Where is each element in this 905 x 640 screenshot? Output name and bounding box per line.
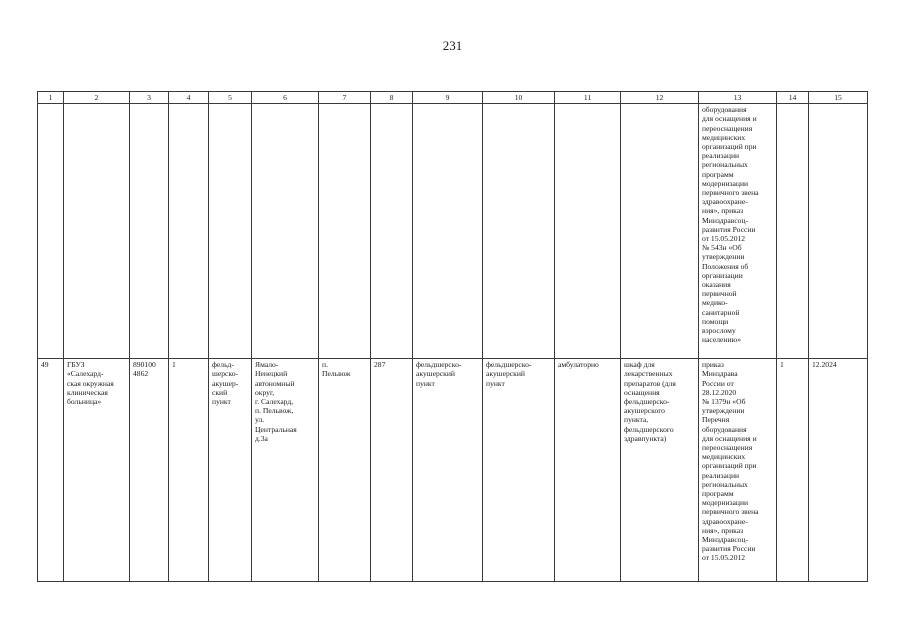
- column-number-row: [38, 92, 868, 104]
- column-number: 7: [319, 92, 371, 104]
- column-number: 4: [169, 92, 209, 104]
- cell-unit-type: фельд- шерско- акушер- ский пункт: [209, 359, 252, 582]
- cell-department: фельдшерско- акушерский пункт: [483, 359, 555, 582]
- column-number: 2: [64, 92, 130, 104]
- cell-facility: [413, 104, 483, 359]
- cell-count: 1: [169, 359, 209, 582]
- page-number: 231: [442, 38, 463, 53]
- cell-deadline: 12.2024: [809, 359, 868, 582]
- column-number: 8: [371, 92, 413, 104]
- column-number: 14: [777, 92, 809, 104]
- cell-quantity: [777, 104, 809, 359]
- cell-count: [169, 104, 209, 359]
- table-row: [38, 104, 868, 359]
- column-number: 3: [130, 92, 169, 104]
- cell-population: 287: [371, 359, 413, 582]
- table-row: [38, 359, 868, 582]
- cell-inn: 890100 4862: [130, 359, 169, 582]
- cell-row-number: [38, 104, 64, 359]
- equipment-registry-table: [37, 91, 868, 582]
- cell-unit-type: [209, 104, 252, 359]
- column-number: 15: [809, 92, 868, 104]
- cell-settlement: [319, 104, 371, 359]
- cell-organization: ГБУЗ «Салехард- ская окружная клиническая больница»: [64, 359, 130, 582]
- cell-department: [483, 104, 555, 359]
- cell-inn: [130, 104, 169, 359]
- cell-address: [252, 104, 319, 359]
- column-number: 13: [699, 92, 777, 104]
- cell-facility: фельдшерско- акушерский пункт: [413, 359, 483, 582]
- cell-care-mode: [555, 104, 621, 359]
- cell-care-mode: амбулаторно: [555, 359, 621, 582]
- cell-settlement: п. Пельвож: [319, 359, 371, 582]
- cell-regulation: оборудования для оснащения и переоснащения медицинских организаций при реализации региональных программ модернизации первичного звена здравоохране- ния», приказ Минздравсоц- развития России от 15.05.2012 № 543н «Об утверждении Положения об организации оказания первичной медико- санитарной помощи взрослому населению»: [699, 104, 777, 359]
- cell-regulation: приказ Минздрава России от 28.12.2020 № 1379н «Об утверждении Перечня оборудования для оснащения и переоснащения медицинских организаций при реализации региональных программ модернизации первичного звена здравоохране- ния», приказ Минздравсоц- развития России от 15.05.2012: [699, 359, 777, 582]
- cell-population: [371, 104, 413, 359]
- column-number: 9: [413, 92, 483, 104]
- cell-deadline: [809, 104, 868, 359]
- cell-quantity: 1: [777, 359, 809, 582]
- cell-equipment: [621, 104, 699, 359]
- column-number: 11: [555, 92, 621, 104]
- cell-equipment: шкаф для лекарственных препаратов (для оснащения фельдшерско- акушерского пункта, фельдшерского здравпункта): [621, 359, 699, 582]
- cell-row-number: 49: [38, 359, 64, 582]
- column-number: 6: [252, 92, 319, 104]
- column-number: 5: [209, 92, 252, 104]
- column-number: 12: [621, 92, 699, 104]
- cell-address: Ямало- Ненецкий автономный округ, г. Салехард, п. Пельвож, ул. Центральная д.3а: [252, 359, 319, 582]
- column-number: 1: [38, 92, 64, 104]
- column-number: 10: [483, 92, 555, 104]
- cell-organization: [64, 104, 130, 359]
